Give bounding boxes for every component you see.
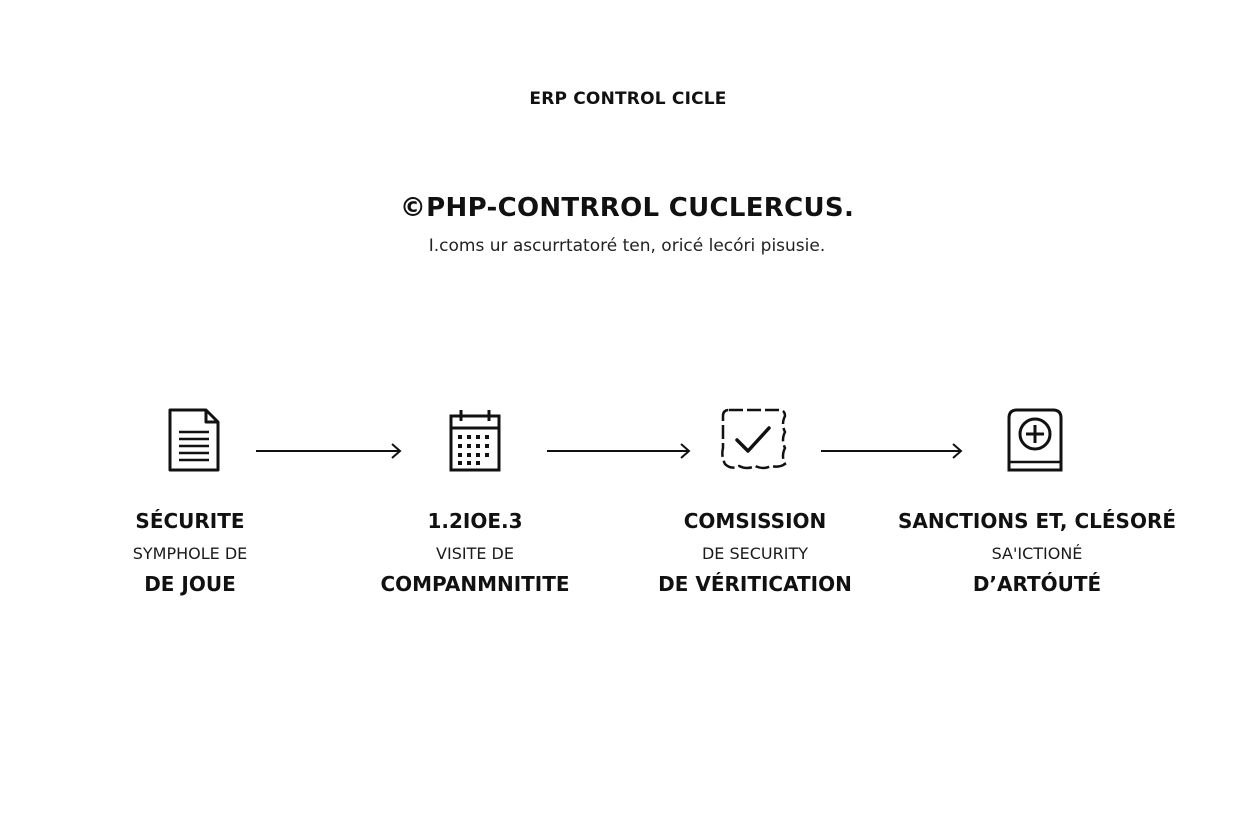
- step-4-label: D’ARTÓUTÉ: [972, 572, 1102, 596]
- step-1-label: DE JOUE: [144, 572, 236, 596]
- step-2-subtitle: VISITE DE: [436, 544, 514, 563]
- step-2-label: COMPANMNITITE: [380, 572, 570, 596]
- flow-arrow-1: [256, 440, 404, 462]
- step-2: [325, 508, 625, 597]
- step-3: [605, 508, 905, 597]
- step-4: [887, 508, 1187, 597]
- step-1: [40, 508, 340, 597]
- step-4-title: SANCTIONS ET, CLÉSORÉ: [897, 509, 1177, 533]
- step-3-subtitle: DE SECURITY: [701, 544, 809, 563]
- step-1-title: SÉCURITE: [135, 509, 245, 533]
- checkbox-icon: [719, 406, 789, 474]
- diagram-title: ©PHP-CONTRROL CUCLERCUS.: [399, 193, 855, 223]
- diagram-subtitle: I.coms ur ascurrtatoré ten, oricé lecóri pisusie.: [428, 236, 826, 256]
- eyebrow-label: ERP CONTROL CICLE: [529, 89, 727, 109]
- flow-arrow-3: [821, 440, 965, 462]
- step-1-subtitle: SYMPHOLE DE: [132, 544, 248, 563]
- step-2-title: 1.2IOE.3: [427, 509, 523, 533]
- plus-badge-icon: [1003, 406, 1067, 474]
- step-4-subtitle: SA'ICTIONÉ: [991, 544, 1083, 563]
- flow-arrow-2: [547, 440, 693, 462]
- step-3-label: DE VÉRITICATION: [658, 572, 852, 596]
- document-icon: [162, 406, 226, 474]
- calendar-icon: [443, 406, 507, 474]
- step-3-title: COMSISSION: [683, 509, 827, 533]
